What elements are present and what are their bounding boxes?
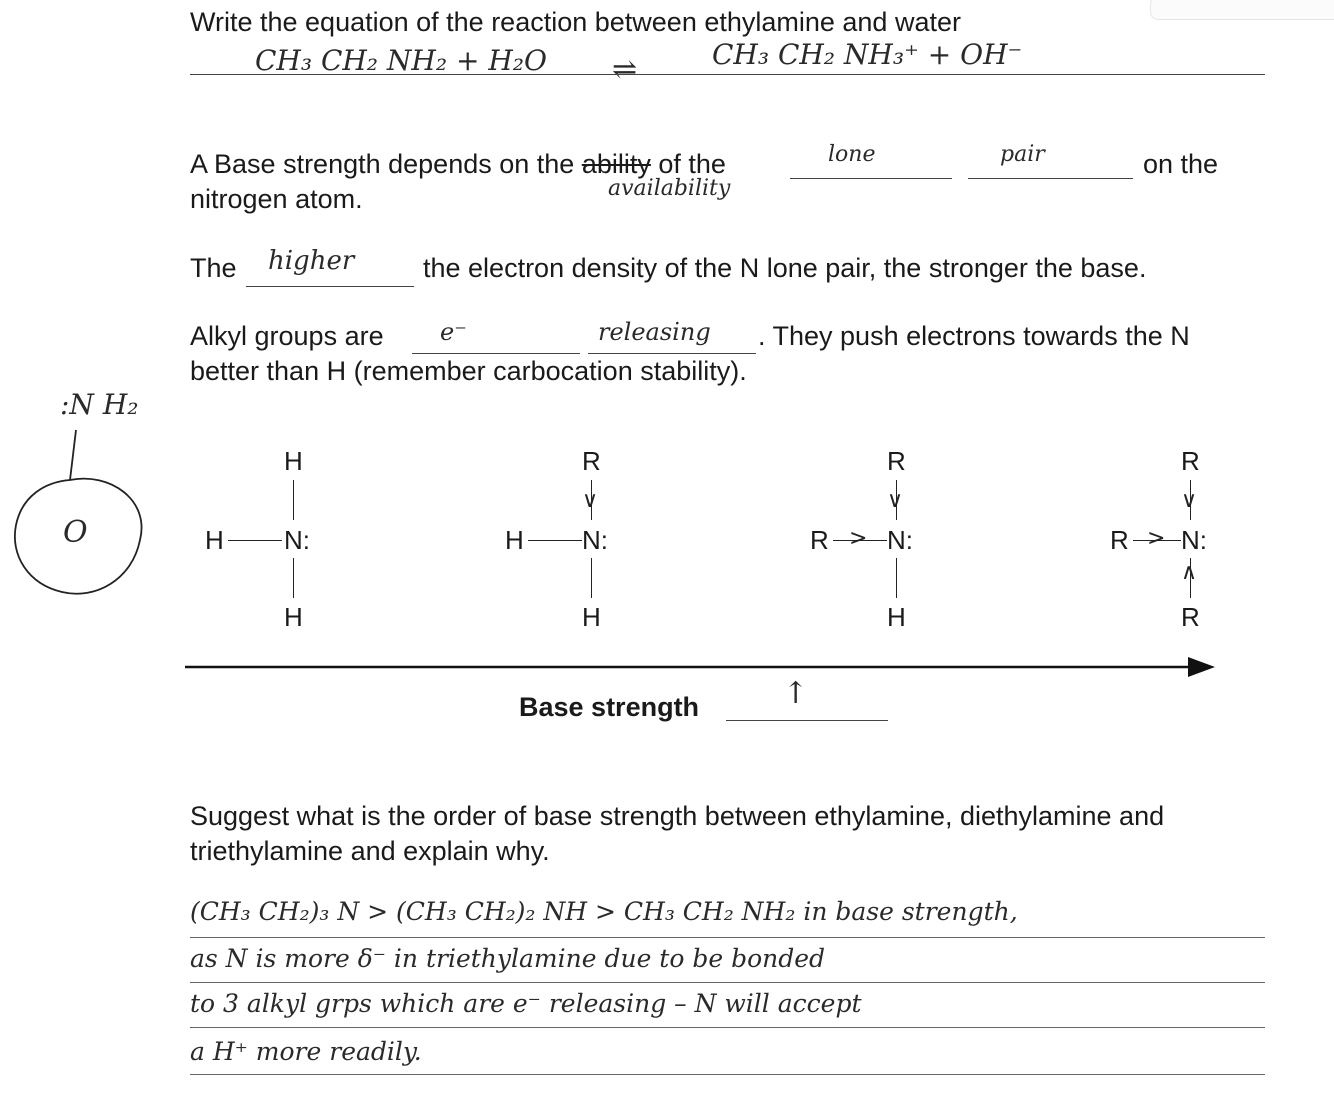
nitrogen-atom: N: [284, 525, 310, 555]
answer-rule-4 [190, 1074, 1265, 1075]
q1-answer-line [190, 74, 1265, 75]
blank-line-1 [790, 178, 952, 179]
q1-answer-right: CH₃ CH₂ NH₃⁺ + OH⁻ [712, 38, 1023, 71]
para-text-mid: of the [658, 149, 726, 179]
answer-rule-2 [190, 982, 1265, 983]
alkyl-blank-line-1 [412, 353, 580, 354]
nitrogen-atom: N: [1181, 525, 1207, 555]
bond-left [228, 540, 282, 541]
density-blank: higher [268, 246, 355, 276]
base-strength-arrow [185, 655, 1220, 679]
equilibrium-arrow: ⇌ [612, 52, 638, 87]
bond-bottom [293, 558, 294, 598]
ring-circle-label: O [63, 515, 88, 550]
bottom-atom: R [1181, 602, 1200, 632]
answer-line-3: to 3 alkyl grps which are e⁻ releasing – N will accept [190, 989, 862, 1018]
answer-rule-1 [190, 937, 1265, 938]
alkyl-blank-1: e⁻ [440, 318, 467, 346]
nitrogen-atom: N: [582, 525, 608, 555]
blank-lone: lone [828, 142, 876, 167]
top-atom: R [1181, 446, 1200, 476]
top-atom: H [284, 446, 303, 476]
bottom-atom: H [582, 602, 601, 632]
structure-primary-amine [500, 448, 680, 648]
q2-line1: Suggest what is the order of base strength between ethylamine, diethylamine and [190, 801, 1165, 831]
density-blank-line [246, 286, 414, 287]
page-corner-tab [1150, 0, 1334, 20]
q2-answer-block [190, 897, 1310, 1097]
answer-line-4: a H⁺ more readily. [190, 1037, 422, 1066]
bond-left [528, 540, 582, 541]
answer-line-2: as N is more δ⁻ in triethylamine due to be bonded [190, 944, 826, 973]
structure-secondary-amine [805, 448, 985, 648]
base-strength-label: Base strength [519, 692, 700, 722]
para-text-start: A Base strength depends on the [190, 149, 575, 179]
electron-push-arrow: ∨ [582, 488, 599, 513]
alkyl-blank-2: releasing [598, 318, 711, 346]
top-atom: R [582, 446, 601, 476]
bottom-atom: H [284, 602, 303, 632]
alkyl-start: Alkyl groups are [190, 321, 384, 351]
para-line2: nitrogen atom. [190, 184, 363, 214]
electron-push-arrow-bottom: ∧ [1181, 560, 1198, 585]
margin-nh2-label: :N H₂ [60, 388, 139, 421]
alkyl-blank-line-2 [588, 353, 756, 354]
struck-word: ability [581, 149, 651, 179]
q1-prompt: Write the equation of the reaction between ethylamine and water [190, 7, 961, 37]
bottom-atom: H [887, 602, 906, 632]
base-strength-answer: ↑ [783, 676, 809, 711]
structure-ammonia [200, 448, 380, 648]
blank-pair: pair [1000, 142, 1045, 167]
bond-bottom [896, 558, 897, 598]
para-text-end: on the [1143, 149, 1219, 179]
left-atom: H [505, 525, 524, 555]
bond-top [293, 480, 294, 520]
top-atom: R [887, 446, 906, 476]
q2-line2: triethylamine and explain why. [190, 836, 550, 866]
alkyl-line2: better than H (remember carbocation stability). [190, 356, 747, 386]
inserted-word: availability [608, 176, 731, 201]
blank-line-2 [968, 178, 1133, 179]
density-start: The [190, 253, 237, 283]
electron-push-arrow-left: > [1147, 526, 1166, 551]
nitrogen-atom: N: [887, 525, 913, 555]
electron-push-arrow: ∨ [887, 488, 904, 513]
electron-push-arrow: ∨ [1181, 488, 1198, 513]
answer-line-1: (CH₃ CH₂)₃ N > (CH₃ CH₂)₂ NH > CH₃ CH₂ NH₂ in base strength, [190, 897, 1018, 926]
alkyl-rest: . They push electrons towards the N [758, 321, 1190, 351]
density-rest: the electron density of the N lone pair, the stronger the base. [423, 253, 1147, 283]
electron-push-arrow-left: > [849, 526, 868, 551]
left-atom: R [1110, 525, 1129, 555]
left-atom: R [810, 525, 829, 555]
q1-answer-left: CH₃ CH₂ NH₂ + H₂O [255, 44, 547, 77]
answer-rule-3 [190, 1027, 1265, 1028]
bond-bottom [591, 558, 592, 598]
structure-tertiary-amine [1105, 448, 1285, 648]
left-atom: H [205, 525, 224, 555]
base-strength-blank-line [726, 720, 888, 721]
